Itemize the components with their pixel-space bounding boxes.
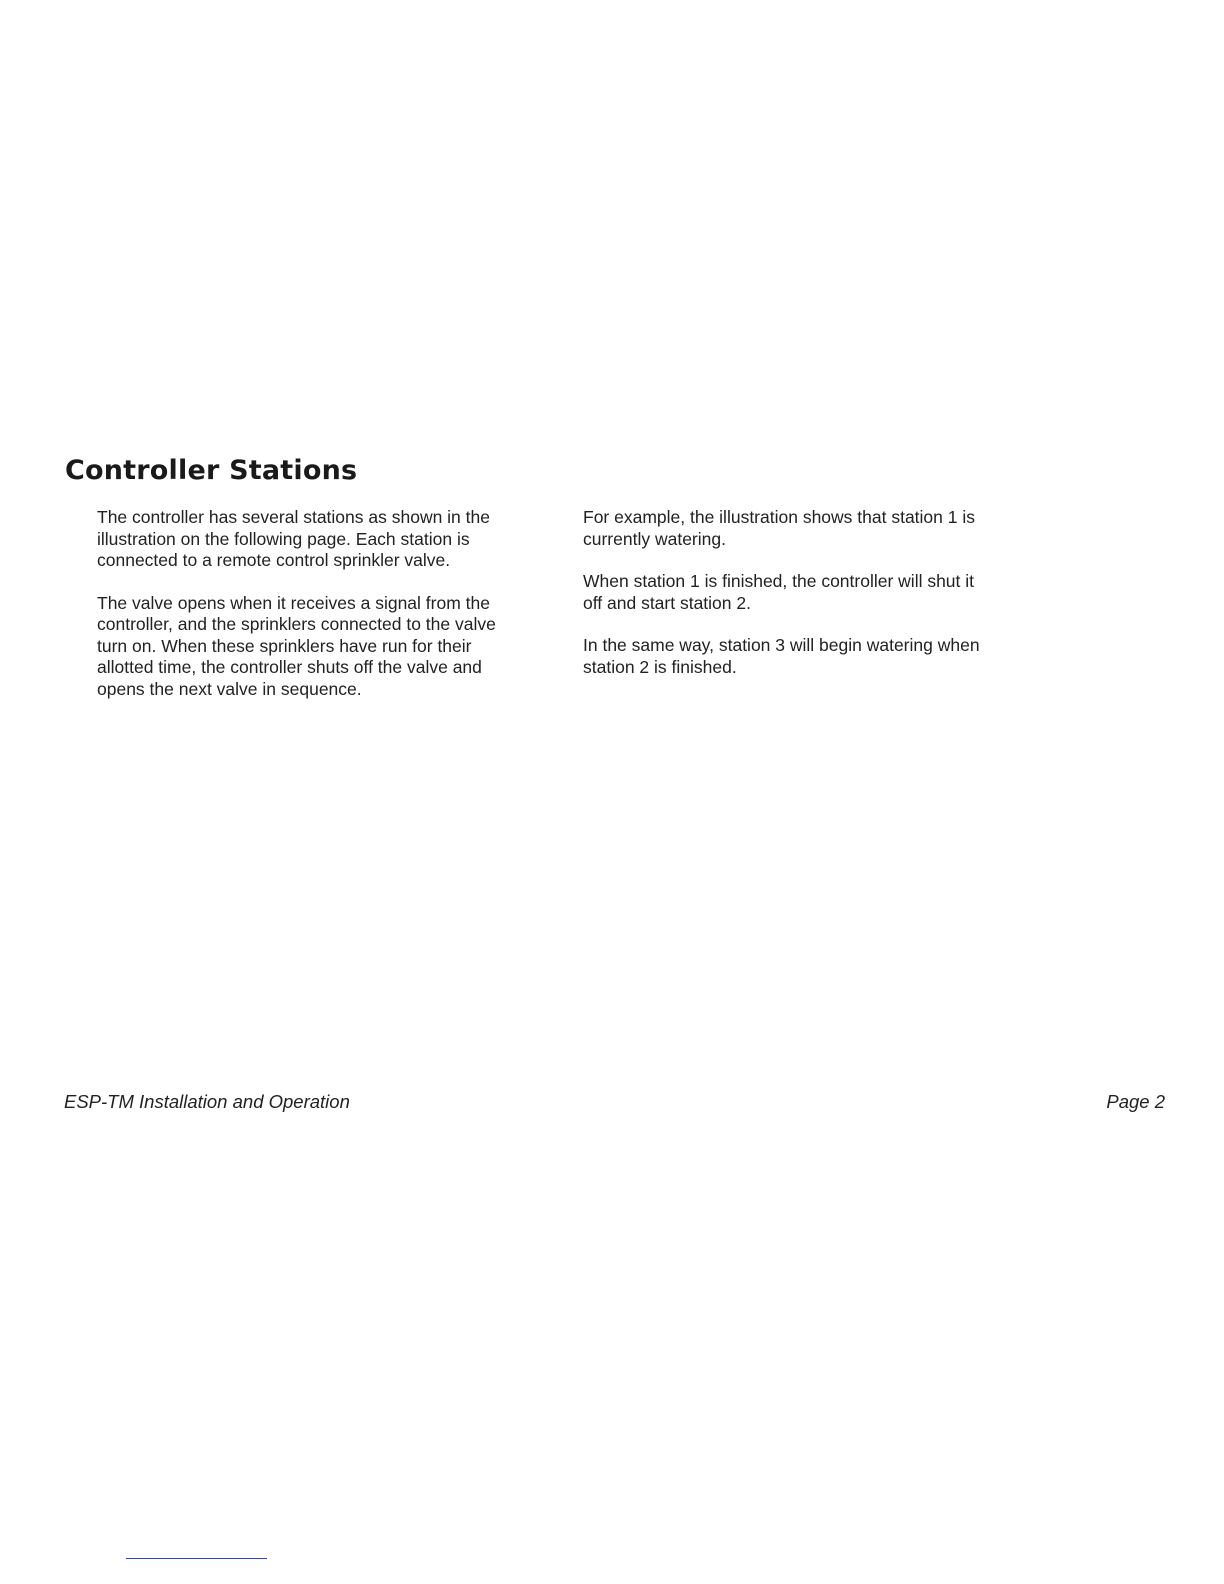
text-line: In the same way, station 3 will begin watering when [583, 635, 980, 655]
text-line: allotted time, the controller shuts off the valve and [97, 657, 482, 677]
paragraph-station-1-finished [583, 571, 1028, 614]
paragraph-valve-operation [97, 593, 542, 701]
text-line: controller, and the sprinklers connected to the valve [97, 614, 496, 634]
paragraph-stations-intro [97, 507, 542, 572]
text-line: The controller has several stations as shown in the [97, 507, 490, 527]
text-line: connected to a remote control sprinkler valve. [97, 550, 451, 570]
text-line: When station 1 is finished, the controller will shut it [583, 571, 975, 591]
text-line: opens the next valve in sequence. [97, 678, 362, 699]
right-text-column [583, 507, 1028, 699]
left-text-column [97, 507, 542, 721]
footer-document-title: ESP-TM Installation and Operation [64, 1091, 350, 1112]
paragraph-station-3 [583, 635, 1028, 678]
paragraph-example [583, 507, 1028, 550]
page-title: Controller Stations [65, 455, 358, 486]
text-line: currently watering. [583, 528, 726, 549]
text-line: station 2 is finished. [583, 656, 737, 677]
text-line: off and start station 2. [583, 592, 751, 613]
footer-page-number: Page 2 [1106, 1091, 1165, 1112]
bottom-rule-line [126, 1558, 267, 1559]
text-line: turn on. When these sprinklers have run for their [97, 635, 472, 656]
text-line: illustration on the following page. Each station is [97, 528, 470, 549]
text-line: For example, the illustration shows that station 1 is [583, 507, 975, 527]
text-line: The valve opens when it receives a signal from the [97, 592, 490, 613]
